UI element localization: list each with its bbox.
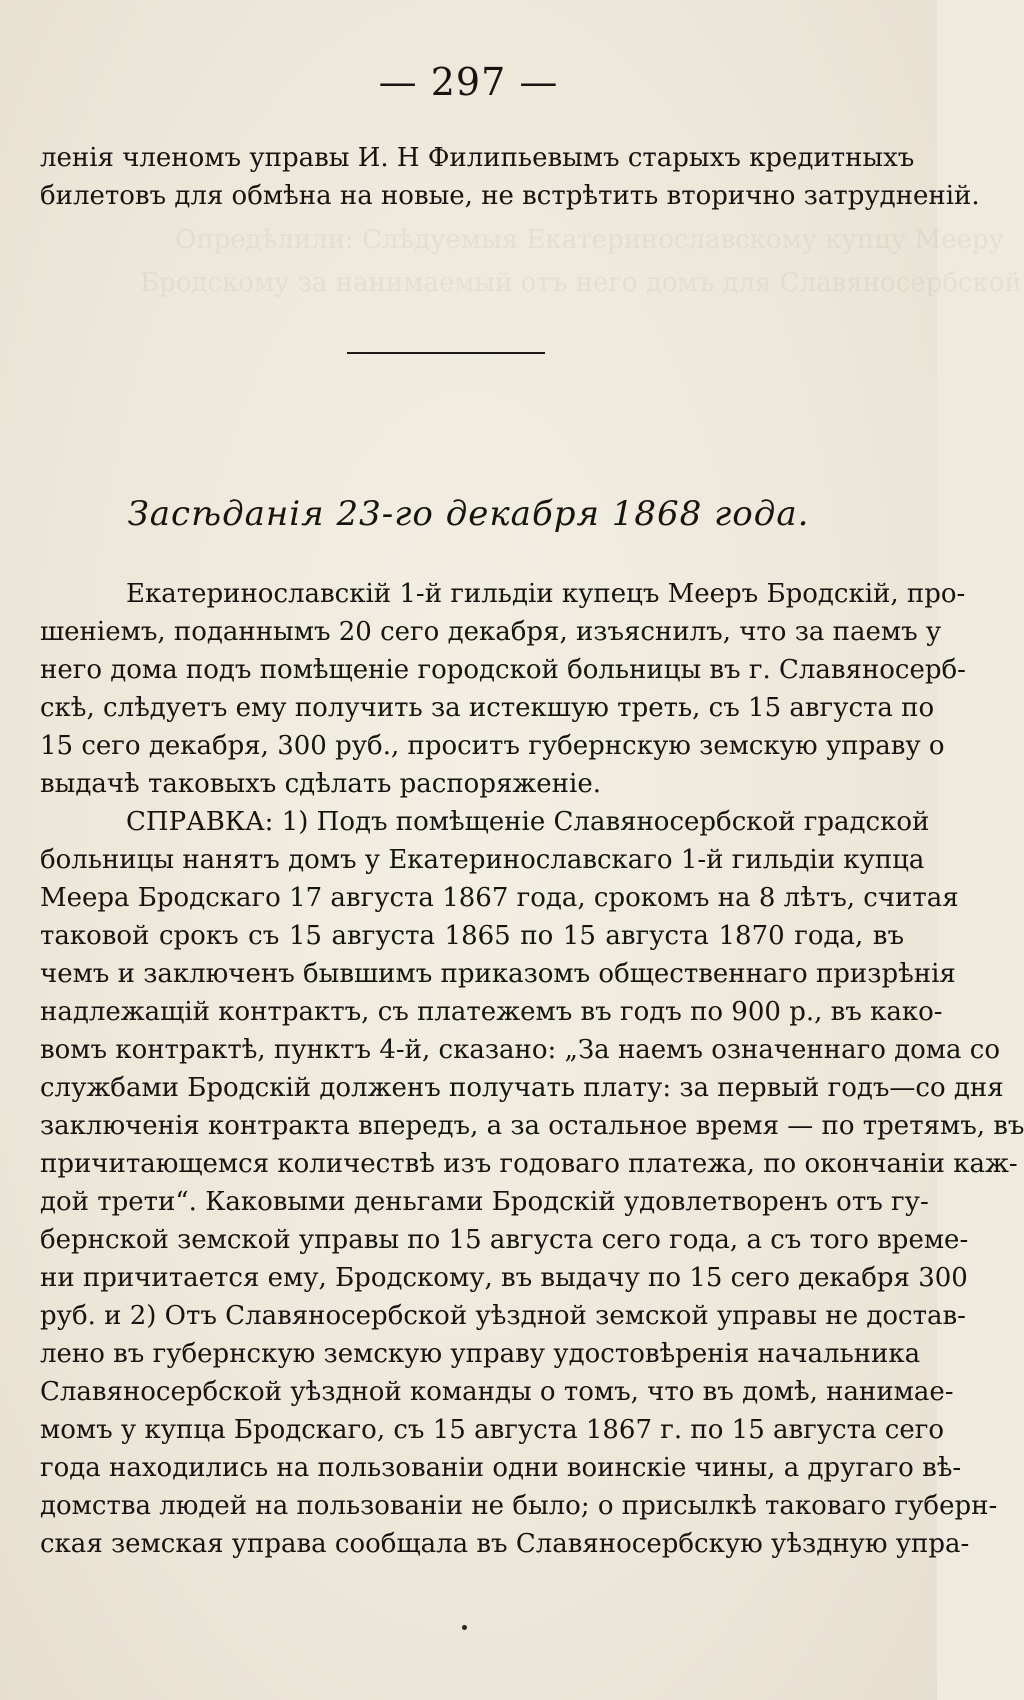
text-line: момъ у купца Бродскаго, съ 15 августа 1867 г. по 15 августа сего bbox=[40, 1415, 945, 1445]
text-line: надлежащій контрактъ, съ платежемъ въ годъ по 900 р., въ како- bbox=[40, 997, 943, 1027]
text-line: ни причитается ему, Бродскому, въ выдачу по 15 сего декабря 300 bbox=[40, 1263, 968, 1293]
text-line: руб. и 2) Отъ Славяносербской уѣздной земской управы не достав- bbox=[40, 1301, 966, 1331]
text-line: службами Бродскій долженъ получать плату: за первый годъ—со дня bbox=[40, 1073, 1004, 1103]
text-line: 15 сего декабря, 300 руб., проситъ губернскую земскую управу о bbox=[40, 731, 945, 761]
text-line: причитающемся количествѣ изъ годоваго платежа, по окончаніи каж- bbox=[40, 1149, 1018, 1179]
text-line: билетовъ для обмѣна на новые, не встрѣтить вторично затрудненій. bbox=[40, 181, 980, 211]
ink-dot bbox=[462, 1625, 467, 1630]
text-line: лено въ губернскую земскую управу удостовѣренія начальника bbox=[40, 1339, 921, 1369]
text-line: Меера Бродскаго 17 августа 1867 года, срокомъ на 8 лѣтъ, считая bbox=[40, 883, 959, 913]
text-line: него дома подъ помѣщеніе городской больницы въ г. Славяносерб- bbox=[40, 655, 966, 685]
text-line: таковой срокъ съ 15 августа 1865 по 15 августа 1870 года, въ bbox=[40, 921, 904, 951]
bleed-through-text: Бродскому за нанимаемый отъ него домъ для Славяносербской bbox=[140, 268, 1022, 298]
text-line: заключенія контракта впередъ, а за остальное время — по третямъ, въ bbox=[40, 1111, 1024, 1141]
text-line: Екатеринославскій 1-й гильдіи купецъ Мееръ Бродскій, про- bbox=[126, 579, 966, 609]
text-line: СПРАВКА: 1) Подъ помѣщеніе Славяносербской градской bbox=[126, 807, 930, 837]
text-line: бернской земской управы по 15 августа сего года, а съ того време- bbox=[40, 1225, 969, 1255]
section-title: Засѣданія 23-го декабря 1868 года. bbox=[127, 494, 810, 534]
text-line: выдачѣ таковыхъ сдѣлать распоряженіе. bbox=[40, 769, 601, 799]
text-line: домства людей на пользованіи не было; о присылкѣ таковаго губерн- bbox=[40, 1491, 998, 1521]
text-line: Славяносербской уѣздной команды о томъ, что въ домѣ, нанимае- bbox=[40, 1377, 954, 1407]
text-line: вомъ контрактѣ, пунктъ 4-й, сказано: „За наемъ означеннаго дома со bbox=[40, 1035, 1000, 1065]
text-line: дой трети“. Каковыми деньгами Бродскій удовлетворенъ отъ гу- bbox=[40, 1187, 929, 1217]
text-line: чемъ и заключенъ бывшимъ приказомъ общественнаго призрѣнія bbox=[40, 959, 956, 989]
text-line: шеніемъ, поданнымъ 20 сего декабря, изъяснилъ, что за паемъ у bbox=[40, 617, 942, 647]
text-line: скѣ, слѣдуетъ ему получить за истекшую треть, съ 15 августа по bbox=[40, 693, 935, 723]
text-line: ская земская управа сообщала въ Славяносербскую уѣздную упра- bbox=[40, 1529, 970, 1559]
text-line: года находились на пользованіи одни воинскіе чины, а другаго вѣ- bbox=[40, 1453, 962, 1483]
text-line: больницы нанятъ домъ у Екатеринославскаго 1-й гильдіи купца bbox=[40, 845, 925, 875]
bleed-through-text: Опредѣлили: Слѣдуемыя Екатеринославскому купцу Мееру bbox=[175, 225, 1004, 255]
text-line: ленія членомъ управы И. Н Филипьевымъ старыхъ кредитныхъ bbox=[40, 143, 915, 173]
page-number: — 297 — bbox=[378, 60, 559, 104]
section-divider bbox=[347, 352, 545, 354]
